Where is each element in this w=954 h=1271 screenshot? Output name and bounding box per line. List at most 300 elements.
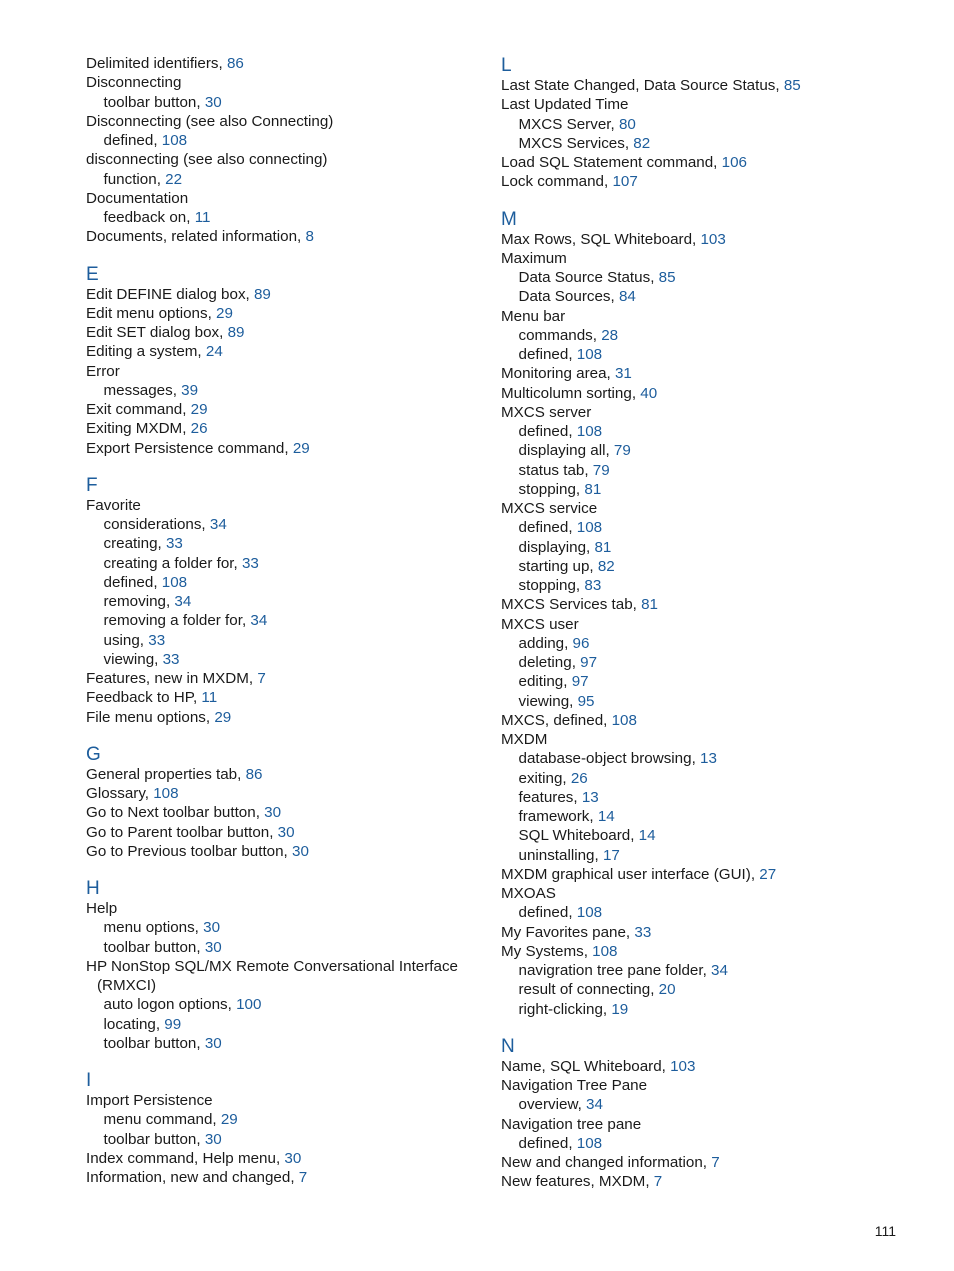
index-page-link[interactable]: 99	[164, 1015, 182, 1033]
index-page-link[interactable]: 97	[571, 673, 589, 691]
index-page-link[interactable]: 8	[305, 228, 314, 246]
index-entry-term: Favorite	[86, 496, 141, 514]
index-page-link[interactable]: 108	[576, 519, 603, 537]
index-entry-term: Data Source Status,	[518, 269, 659, 286]
index-page-link[interactable]: 34	[174, 593, 192, 610]
index-entry-term: displaying,	[518, 538, 595, 556]
index-entry-term: Max Rows, SQL Whiteboard,	[501, 230, 701, 248]
index-entry	[86, 688, 481, 707]
index-entry	[501, 1115, 901, 1134]
index-entry-term: defined,	[518, 519, 577, 537]
index-entry-term: Last Updated Time	[501, 96, 629, 114]
index-entry	[86, 304, 481, 323]
index-entry-term: locating,	[103, 1015, 165, 1033]
index-page-link[interactable]: 106	[721, 154, 747, 171]
index-entry	[86, 170, 481, 189]
index-entry	[86, 419, 481, 438]
index-entry	[501, 826, 901, 845]
index-entry-term: defined,	[103, 573, 162, 591]
index-entry-term: considerations,	[103, 516, 210, 533]
index-entry	[501, 307, 901, 326]
index-entry-term: MXDM	[501, 731, 548, 748]
index-entry	[86, 669, 481, 688]
index-entry-term: Go to Next toolbar button,	[86, 804, 265, 822]
index-entry-term: MXCS, defined,	[501, 711, 612, 729]
index-page-link[interactable]: 30	[203, 919, 221, 937]
index-entry	[501, 384, 901, 403]
index-entry	[86, 957, 481, 976]
index-entry	[501, 961, 901, 980]
index-page-link[interactable]: 34	[586, 1096, 603, 1114]
index-page-link[interactable]: 86	[245, 765, 263, 783]
index-entry	[86, 631, 481, 650]
index-page-link[interactable]: 11	[194, 209, 211, 226]
index-entry-term: Name, SQL Whiteboard,	[501, 1057, 671, 1075]
index-entry	[501, 345, 901, 364]
index-entry-term: removing,	[103, 593, 175, 610]
index-entry-term: Lock command,	[501, 173, 613, 191]
index-page-link[interactable]: 20	[658, 981, 676, 999]
index-page-link[interactable]: 85	[783, 77, 801, 94]
index-page-link[interactable]: 34	[711, 962, 728, 979]
index-entry	[501, 441, 901, 460]
index-entry	[86, 1149, 481, 1168]
index-entry-term: My Systems,	[501, 942, 593, 960]
index-page-link[interactable]: 14	[638, 827, 656, 845]
index-entry-term: navigration tree pane folder,	[518, 962, 712, 979]
index-entry	[501, 923, 901, 942]
index-entry-term: Menu bar	[501, 307, 566, 325]
index-page-link[interactable]: 89	[227, 324, 245, 341]
index-page-link[interactable]: 108	[576, 904, 603, 922]
index-entry	[86, 611, 481, 630]
index-entry	[501, 672, 901, 691]
index-entry	[86, 899, 481, 918]
index-entry	[501, 364, 901, 383]
index-section-letter: H	[86, 878, 100, 899]
index-entry	[501, 634, 901, 653]
index-entry-term: status tab,	[518, 461, 593, 479]
index-entry-term: Exiting MXDM,	[86, 420, 191, 438]
index-entry-term: displaying all,	[518, 442, 614, 460]
index-entry-term: toolbar button,	[103, 1034, 205, 1052]
index-page-link[interactable]: 7	[711, 1154, 720, 1171]
index-entry-term: right-clicking,	[518, 1000, 612, 1018]
index-entry	[86, 208, 481, 227]
index-entry-term: Import Persistence	[86, 1092, 213, 1109]
index-page-link[interactable]: 33	[165, 535, 183, 553]
index-entry-term: MXCS server	[501, 403, 592, 421]
index-entry	[86, 803, 481, 822]
index-page-link[interactable]: 33	[241, 554, 259, 572]
index-entry-term: viewing,	[103, 650, 163, 668]
index-entry-term: MXOAS	[501, 885, 556, 902]
index-page-link[interactable]: 108	[576, 1134, 603, 1152]
index-entry	[501, 287, 901, 306]
index-entry-term: MXDM graphical user interface (GUI),	[501, 865, 760, 883]
index-page-link[interactable]: 108	[611, 711, 637, 729]
index-entry-term: MXCS Services tab,	[501, 596, 642, 614]
index-entry	[86, 534, 481, 553]
index-page-link[interactable]: 30	[277, 823, 295, 841]
index-entry	[501, 115, 901, 134]
index-entry	[501, 499, 901, 518]
index-entry-term: toolbar button,	[103, 1130, 205, 1148]
index-entry-term: Go to Parent toolbar button,	[86, 823, 278, 841]
index-entry-term: Feedback to HP,	[86, 689, 202, 707]
index-entry-term: disconnecting (see also connecting)	[86, 151, 328, 169]
index-page-link[interactable]: 30	[284, 1149, 302, 1167]
index-entry-term: Documentation	[86, 189, 189, 207]
index-entry	[501, 769, 901, 788]
index-entry	[501, 1057, 901, 1076]
index-entry	[501, 76, 901, 95]
index-entry-term: exiting,	[518, 769, 571, 787]
index-page-link[interactable]: 30	[204, 1034, 222, 1052]
index-entry-term: MXCS Server,	[518, 115, 619, 133]
index-entry	[501, 172, 901, 191]
index-entry	[501, 480, 901, 499]
index-entry-term: MXCS service	[501, 500, 598, 517]
index-entry-term: Glossary,	[86, 785, 154, 802]
index-entry	[501, 1153, 901, 1172]
index-page-link[interactable]: 34	[209, 516, 227, 533]
index-entry	[501, 1134, 901, 1153]
index-page-link[interactable]: 95	[577, 692, 595, 710]
index-page-link[interactable]: 40	[640, 384, 658, 402]
index-entry-term: (RMXCI)	[97, 977, 157, 994]
index-entry	[86, 976, 481, 995]
index-entry-term: using,	[103, 631, 149, 649]
index-page-link[interactable]: 13	[700, 750, 717, 768]
index-column-right	[501, 54, 901, 1192]
index-page-link[interactable]: 82	[597, 557, 615, 575]
index-entry	[501, 134, 901, 153]
index-entry-term: viewing,	[518, 692, 578, 710]
index-entry	[501, 1172, 901, 1191]
index-page-link[interactable]: 108	[153, 785, 179, 802]
index-entry	[86, 995, 481, 1014]
index-page-link[interactable]: 103	[700, 230, 726, 248]
index-entry	[501, 903, 901, 922]
index-entry	[501, 730, 901, 749]
index-entry	[86, 784, 481, 803]
index-entry-term: MXCS user	[501, 615, 579, 633]
index-entry-term: Export Persistence command,	[86, 439, 293, 457]
index-entry-term: Edit menu options,	[86, 304, 217, 322]
index-entry-term: Multicolumn sorting,	[501, 384, 641, 402]
index-entry-term: messages,	[103, 381, 182, 399]
index-page-link[interactable]: 31	[614, 365, 632, 383]
index-page-link[interactable]: 81	[584, 480, 602, 498]
index-page-link[interactable]: 108	[161, 132, 188, 149]
index-entry-term: defined,	[103, 132, 162, 149]
index-entry-term: database-object browsing,	[518, 750, 701, 768]
index-entry	[86, 381, 481, 400]
index-entry	[86, 227, 481, 246]
index-entry-term: Delimited identifiers,	[86, 55, 227, 72]
index-entry	[501, 461, 901, 480]
index-entry-term: result of connecting,	[518, 981, 659, 999]
index-entry-term: Error	[86, 362, 120, 380]
index-entry-term: defined,	[518, 346, 577, 363]
index-page-link[interactable]: 34	[250, 612, 268, 630]
index-entry	[501, 326, 901, 345]
index-entry-term: HP NonStop SQL/MX Remote Conversational Interface	[86, 957, 458, 975]
index-page-link[interactable]: 22	[165, 170, 183, 188]
index-page-link[interactable]: 30	[204, 938, 222, 956]
index-entry	[501, 249, 901, 268]
index-entry	[86, 73, 481, 92]
index-page-link[interactable]: 11	[201, 689, 218, 707]
index-page-link[interactable]: 79	[592, 461, 610, 479]
index-entry	[501, 692, 901, 711]
index-page-link[interactable]: 7	[257, 670, 266, 687]
index-page-link[interactable]: 97	[580, 654, 598, 671]
index-page-link[interactable]: 7	[298, 1169, 308, 1186]
index-page-link[interactable]: 80	[618, 115, 636, 133]
index-entry	[86, 54, 481, 73]
index-entry-term: creating,	[103, 535, 166, 553]
index-entry	[501, 749, 901, 768]
index-entry-term: General properties tab,	[86, 765, 246, 783]
index-entry-term: Disconnecting (see also Connecting)	[86, 112, 334, 130]
index-entry-term: Go to Previous toolbar button,	[86, 842, 292, 860]
index-entry	[501, 268, 901, 287]
index-page-link[interactable]: 26	[570, 769, 588, 787]
index-entry	[86, 938, 481, 957]
index-entry-term: starting up,	[518, 557, 598, 575]
index-entry	[86, 189, 481, 208]
index-entry	[86, 918, 481, 937]
index-entry	[501, 615, 901, 634]
index-section-letter: E	[86, 263, 99, 285]
index-page-link[interactable]: 29	[292, 439, 310, 457]
index-page-link[interactable]: 84	[618, 288, 636, 306]
index-page-link[interactable]: 30	[204, 1130, 222, 1148]
index-entry	[86, 496, 481, 515]
index-section-letter: M	[501, 208, 517, 230]
index-entry	[501, 595, 901, 614]
index-page-link[interactable]: 14	[597, 808, 615, 825]
index-entry	[501, 576, 901, 595]
index-section-letter: F	[86, 474, 98, 496]
index-entry-term: Documents, related information,	[86, 228, 306, 246]
index-entry-term: Load SQL Statement command,	[501, 154, 722, 171]
index-entry	[86, 93, 481, 112]
index-entry	[86, 1015, 481, 1034]
index-section-letter: I	[86, 1070, 92, 1091]
index-page-link[interactable]: 100	[236, 996, 262, 1014]
index-entry	[501, 788, 901, 807]
index-entry-term: New and changed information,	[501, 1154, 712, 1171]
index-entry	[86, 1110, 481, 1129]
index-entry-term: defined,	[518, 1134, 577, 1152]
page-number: 111	[874, 1223, 896, 1239]
index-entry-term: defined,	[518, 904, 577, 922]
index-entry	[501, 1095, 901, 1114]
index-entry	[501, 711, 901, 730]
index-page-link[interactable]: 33	[148, 631, 166, 649]
index-entry-term: Navigation Tree Pane	[501, 1077, 648, 1094]
index-entry	[501, 653, 901, 672]
index-entry	[86, 1168, 481, 1187]
index-entry-term: Maximum	[501, 249, 567, 267]
index-entry	[501, 865, 901, 884]
index-page-link[interactable]: 85	[658, 269, 676, 286]
index-entry-term: adding,	[518, 634, 573, 652]
index-entry-term: commands,	[518, 326, 602, 344]
index-entry	[86, 112, 481, 131]
index-page-link[interactable]: 33	[162, 650, 180, 668]
index-entry-term: defined,	[518, 423, 577, 440]
index-entry	[501, 807, 901, 826]
index-page-link[interactable]: 17	[602, 846, 620, 864]
index-entry-term: framework,	[518, 808, 598, 825]
index-page-link[interactable]: 29	[216, 304, 233, 322]
index-entry-term: auto logon options,	[103, 996, 237, 1014]
index-entry	[86, 1034, 481, 1053]
index-entry	[86, 150, 481, 169]
index-page-link[interactable]: 30	[292, 842, 309, 860]
index-entry	[501, 538, 901, 557]
index-page-link[interactable]: 30	[264, 804, 282, 822]
index-entry	[86, 1130, 481, 1149]
index-entry-term: Data Sources,	[518, 288, 619, 306]
index-entry	[501, 403, 901, 422]
index-page-link[interactable]: 103	[670, 1057, 696, 1075]
index-section-letter: N	[501, 1035, 515, 1057]
index-entry	[86, 1091, 481, 1110]
index-entry	[501, 846, 901, 865]
index-entry-term: feedback on,	[103, 209, 195, 226]
index-page-link[interactable]: 39	[181, 381, 199, 399]
index-section-letter: L	[501, 55, 512, 76]
index-entry-term: Editing a system,	[86, 343, 206, 361]
index-page-link[interactable]: 29	[220, 1111, 238, 1129]
index-page-link[interactable]: 83	[584, 577, 602, 594]
index-entry-term: File menu options,	[86, 708, 215, 726]
index-entry-term: Index command, Help menu,	[86, 1149, 285, 1167]
index-entry	[501, 95, 901, 114]
index-entry-term: stopping,	[518, 480, 585, 498]
index-entry-term: toolbar button,	[103, 938, 205, 956]
index-page-link[interactable]: 26	[190, 420, 208, 438]
index-entry	[501, 422, 901, 441]
index-entry	[86, 823, 481, 842]
index-entry	[86, 323, 481, 342]
index-entry	[86, 285, 481, 304]
index-entry-term: SQL Whiteboard,	[518, 827, 639, 845]
index-page-link[interactable]: 28	[601, 326, 619, 344]
index-entry-term: deleting,	[518, 654, 581, 671]
index-page-link[interactable]: 86	[226, 55, 244, 72]
index-entry	[86, 573, 481, 592]
index-entry-term: My Favorites pane,	[501, 923, 635, 941]
index-page-link[interactable]: 29	[190, 401, 208, 418]
index-page-link[interactable]: 108	[592, 942, 618, 960]
index-page-link[interactable]: 96	[572, 634, 590, 652]
index-entry-term: Help	[86, 900, 118, 917]
index-entry	[86, 342, 481, 361]
index-entry-term: creating a folder for,	[103, 554, 242, 572]
index-entry-term: stopping,	[518, 577, 585, 594]
index-entry	[501, 518, 901, 537]
index-entry-term: uninstalling,	[518, 846, 603, 864]
index-entry-term: toolbar button,	[103, 93, 205, 111]
index-page-link[interactable]: 108	[576, 423, 603, 440]
index-entry-term: Information, new and changed,	[86, 1169, 299, 1186]
index-entry	[501, 153, 901, 172]
index-entry	[86, 515, 481, 534]
index-page-link[interactable]: 108	[161, 573, 188, 591]
index-entry-term: MXCS Services,	[518, 134, 634, 152]
index-entry	[86, 842, 481, 861]
index-page-link[interactable]: 82	[633, 134, 651, 152]
index-page-link[interactable]: 81	[594, 538, 612, 556]
index-page-link[interactable]: 107	[612, 173, 638, 191]
index-page-link[interactable]: 79	[613, 442, 631, 460]
index-entry	[501, 942, 901, 961]
index-page-link[interactable]: 81	[641, 596, 659, 614]
index-entry-term: Last State Changed, Data Source Status,	[501, 77, 784, 94]
index-entry-term: function,	[103, 170, 166, 188]
index-entry	[86, 708, 481, 727]
index-entry	[86, 650, 481, 669]
index-page-link[interactable]: 29	[214, 708, 232, 726]
index-entry	[501, 1076, 901, 1095]
index-page-link[interactable]: 33	[634, 923, 652, 941]
index-entry	[86, 400, 481, 419]
index-entry-term: Edit SET dialog box,	[86, 324, 228, 341]
index-entry-term: Disconnecting	[86, 74, 182, 92]
index-entry	[86, 439, 481, 458]
index-page-link[interactable]: 27	[759, 865, 777, 883]
index-page-link[interactable]: 30	[204, 93, 222, 111]
index-column-left	[86, 54, 481, 1187]
index-entry-term: overview,	[518, 1096, 587, 1114]
index-entry	[86, 592, 481, 611]
index-page-link[interactable]: 89	[253, 285, 271, 303]
index-entry-term: Exit command,	[86, 401, 191, 418]
index-section-letter: G	[86, 743, 101, 765]
index-entry	[86, 765, 481, 784]
index-page-link[interactable]: 13	[581, 788, 599, 806]
index-entry	[501, 980, 901, 999]
index-entry-term: Navigation tree pane	[501, 1115, 642, 1133]
index-entry	[86, 131, 481, 150]
index-entry	[501, 557, 901, 576]
index-entry	[86, 362, 481, 381]
index-entry-term: menu options,	[103, 919, 204, 937]
index-entry	[86, 554, 481, 573]
index-entry	[501, 1000, 901, 1019]
index-entry-term: Features, new in MXDM,	[86, 670, 258, 687]
index-page-link[interactable]: 7	[653, 1173, 663, 1191]
index-page-link[interactable]: 108	[576, 346, 603, 363]
index-entry	[501, 230, 901, 249]
index-entry-term: Edit DEFINE dialog box,	[86, 285, 254, 303]
index-entry-term: Monitoring area,	[501, 365, 615, 383]
index-entry-term: features,	[518, 788, 582, 806]
index-page-link[interactable]: 19	[611, 1000, 629, 1018]
index-entry-term: removing a folder for,	[103, 612, 251, 630]
index-entry-term: editing,	[518, 673, 572, 691]
index-entry	[501, 884, 901, 903]
index-page-link[interactable]: 24	[205, 343, 223, 361]
index-entry-term: menu command,	[103, 1111, 221, 1129]
index-entry-term: New features, MXDM,	[501, 1173, 654, 1191]
